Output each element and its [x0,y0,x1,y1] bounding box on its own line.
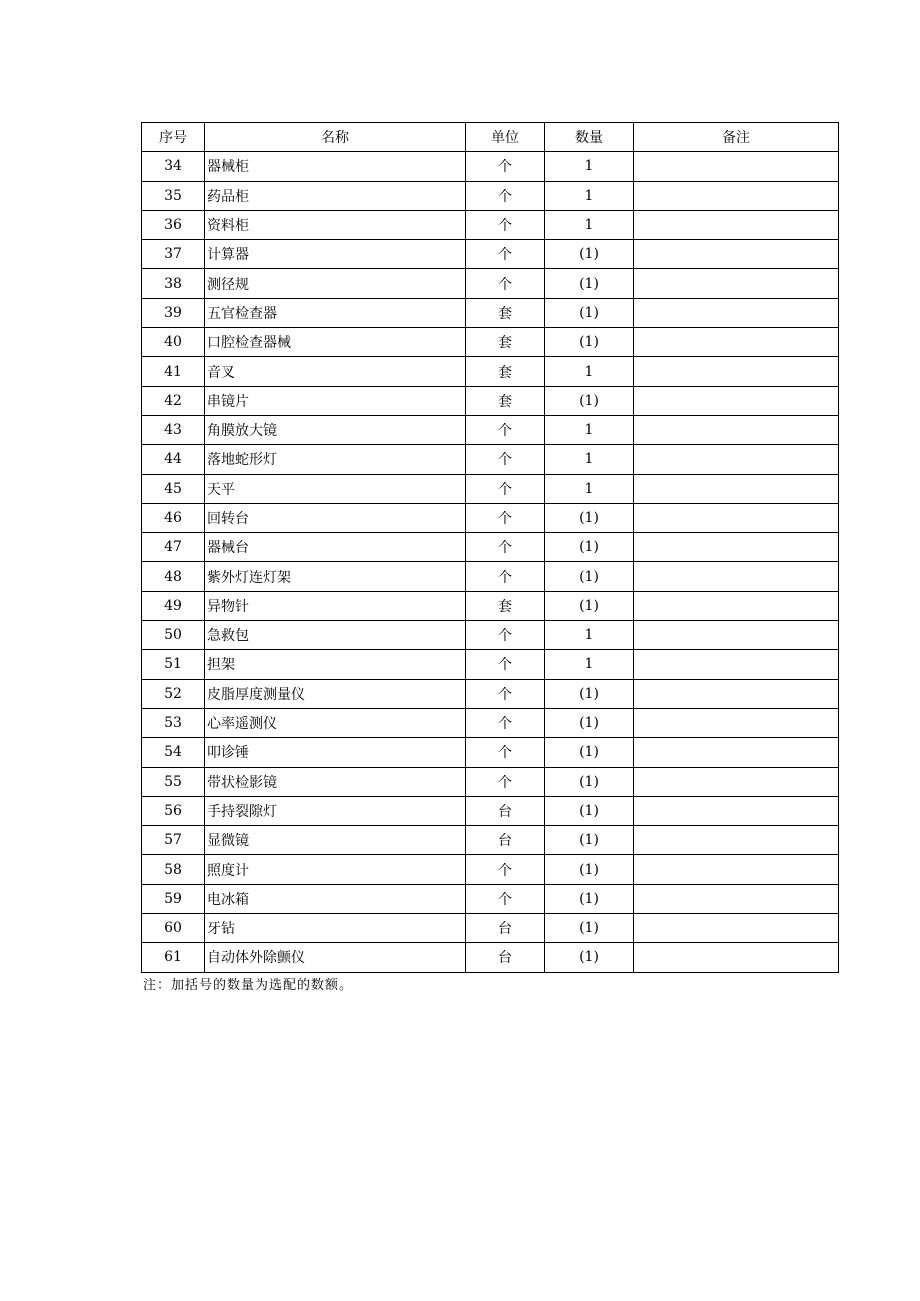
cell-qty: (1) [545,240,634,269]
cell-unit: 个 [466,738,545,767]
cell-num: 56 [142,796,205,825]
cell-qty: 1 [545,621,634,650]
header-num: 序号 [142,123,205,152]
cell-unit: 个 [466,767,545,796]
cell-name: 药品柜 [205,181,466,210]
cell-num: 52 [142,679,205,708]
cell-name: 带状检影镜 [205,767,466,796]
table-row [142,621,839,650]
cell-qty: 1 [545,181,634,210]
cell-unit: 个 [466,533,545,562]
cell-name: 天平 [205,474,466,503]
cell-note [634,533,839,562]
cell-note [634,943,839,972]
cell-num: 47 [142,533,205,562]
cell-unit: 个 [466,210,545,239]
cell-qty: 1 [545,210,634,239]
cell-unit: 套 [466,298,545,327]
cell-qty: (1) [545,855,634,884]
cell-qty: (1) [545,708,634,737]
table-row [142,386,839,415]
cell-qty: (1) [545,503,634,532]
cell-unit: 套 [466,357,545,386]
cell-name: 音叉 [205,357,466,386]
cell-note [634,826,839,855]
cell-note [634,738,839,767]
cell-name: 心率遥测仪 [205,708,466,737]
cell-name: 角膜放大镜 [205,415,466,444]
cell-num: 36 [142,210,205,239]
cell-num: 57 [142,826,205,855]
cell-unit: 个 [466,621,545,650]
cell-unit: 个 [466,415,545,444]
cell-qty: (1) [545,826,634,855]
cell-name: 紫外灯连灯架 [205,562,466,591]
cell-unit: 套 [466,386,545,415]
cell-num: 43 [142,415,205,444]
cell-name: 五官检查器 [205,298,466,327]
cell-note [634,621,839,650]
table-header-row [142,123,839,152]
cell-qty: (1) [545,943,634,972]
cell-unit: 台 [466,796,545,825]
cell-note [634,269,839,298]
cell-qty: 1 [545,357,634,386]
cell-unit: 个 [466,474,545,503]
cell-num: 61 [142,943,205,972]
cell-num: 50 [142,621,205,650]
table-row [142,181,839,210]
cell-name: 叩诊锤 [205,738,466,767]
table-row [142,269,839,298]
cell-qty: 1 [545,650,634,679]
table-row [142,503,839,532]
cell-qty: 1 [545,415,634,444]
cell-name: 回转台 [205,503,466,532]
cell-note [634,386,839,415]
cell-num: 39 [142,298,205,327]
cell-unit: 个 [466,562,545,591]
table-row [142,210,839,239]
cell-note [634,767,839,796]
table-row [142,914,839,943]
cell-qty: 1 [545,474,634,503]
table-row [142,650,839,679]
cell-note [634,884,839,913]
cell-unit: 个 [466,269,545,298]
cell-num: 34 [142,152,205,181]
cell-num: 40 [142,328,205,357]
cell-num: 41 [142,357,205,386]
cell-note [634,210,839,239]
header-note: 备注 [634,123,839,152]
table-row [142,855,839,884]
cell-note [634,591,839,620]
cell-note [634,796,839,825]
equipment-table [141,122,839,973]
cell-qty: (1) [545,679,634,708]
cell-qty: (1) [545,533,634,562]
table-row [142,328,839,357]
cell-num: 59 [142,884,205,913]
cell-note [634,650,839,679]
cell-qty: (1) [545,386,634,415]
cell-qty: 1 [545,152,634,181]
cell-qty: (1) [545,914,634,943]
table-row [142,415,839,444]
cell-name: 皮脂厚度测量仪 [205,679,466,708]
cell-num: 38 [142,269,205,298]
cell-note [634,240,839,269]
cell-num: 44 [142,445,205,474]
cell-note [634,181,839,210]
cell-unit: 个 [466,503,545,532]
cell-qty: (1) [545,591,634,620]
cell-qty: (1) [545,796,634,825]
cell-num: 53 [142,708,205,737]
table-row [142,943,839,972]
cell-note [634,708,839,737]
cell-unit: 个 [466,650,545,679]
cell-unit: 台 [466,826,545,855]
cell-num: 60 [142,914,205,943]
table-row [142,708,839,737]
header-qty: 数量 [545,123,634,152]
cell-unit: 个 [466,181,545,210]
table-row [142,240,839,269]
cell-name: 担架 [205,650,466,679]
cell-name: 牙钻 [205,914,466,943]
cell-name: 资料柜 [205,210,466,239]
cell-num: 54 [142,738,205,767]
table-row [142,533,839,562]
table-row [142,884,839,913]
cell-unit: 个 [466,679,545,708]
cell-unit: 个 [466,855,545,884]
cell-name: 照度计 [205,855,466,884]
cell-num: 55 [142,767,205,796]
table-row [142,298,839,327]
cell-name: 器械台 [205,533,466,562]
cell-unit: 个 [466,884,545,913]
footnote: 注：加括号的数量为选配的数额。 [143,978,354,993]
cell-num: 58 [142,855,205,884]
cell-unit: 个 [466,445,545,474]
cell-qty: (1) [545,767,634,796]
cell-note [634,855,839,884]
cell-qty: (1) [545,738,634,767]
header-unit: 单位 [466,123,545,152]
cell-unit: 台 [466,943,545,972]
cell-name: 显微镜 [205,826,466,855]
table-row [142,474,839,503]
cell-num: 45 [142,474,205,503]
cell-name: 急救包 [205,621,466,650]
table-row [142,826,839,855]
cell-name: 异物针 [205,591,466,620]
cell-name: 计算器 [205,240,466,269]
cell-note [634,298,839,327]
table-row [142,445,839,474]
cell-name: 落地蛇形灯 [205,445,466,474]
cell-name: 电冰箱 [205,884,466,913]
cell-note [634,445,839,474]
cell-unit: 个 [466,240,545,269]
cell-num: 51 [142,650,205,679]
cell-num: 35 [142,181,205,210]
cell-num: 49 [142,591,205,620]
cell-note [634,357,839,386]
header-name: 名称 [205,123,466,152]
cell-note [634,562,839,591]
cell-qty: (1) [545,298,634,327]
cell-note [634,328,839,357]
table-row [142,562,839,591]
cell-note [634,474,839,503]
cell-name: 器械柜 [205,152,466,181]
table-row [142,591,839,620]
table-body [142,152,839,972]
cell-note [634,679,839,708]
cell-num: 42 [142,386,205,415]
cell-num: 48 [142,562,205,591]
cell-qty: (1) [545,884,634,913]
cell-name: 手持裂隙灯 [205,796,466,825]
table-row [142,767,839,796]
cell-qty: (1) [545,562,634,591]
cell-qty: (1) [545,269,634,298]
cell-note [634,914,839,943]
cell-name: 自动体外除颤仪 [205,943,466,972]
cell-unit: 个 [466,708,545,737]
cell-num: 46 [142,503,205,532]
cell-unit: 台 [466,914,545,943]
cell-note [634,152,839,181]
cell-note [634,503,839,532]
table-row [142,738,839,767]
table-row [142,679,839,708]
cell-qty: 1 [545,445,634,474]
table-row [142,152,839,181]
cell-unit: 套 [466,591,545,620]
cell-unit: 套 [466,328,545,357]
cell-name: 口腔检查器械 [205,328,466,357]
cell-num: 37 [142,240,205,269]
cell-qty: (1) [545,328,634,357]
cell-unit: 个 [466,152,545,181]
table-row [142,357,839,386]
cell-name: 测径规 [205,269,466,298]
cell-name: 串镜片 [205,386,466,415]
table-row [142,796,839,825]
cell-note [634,415,839,444]
